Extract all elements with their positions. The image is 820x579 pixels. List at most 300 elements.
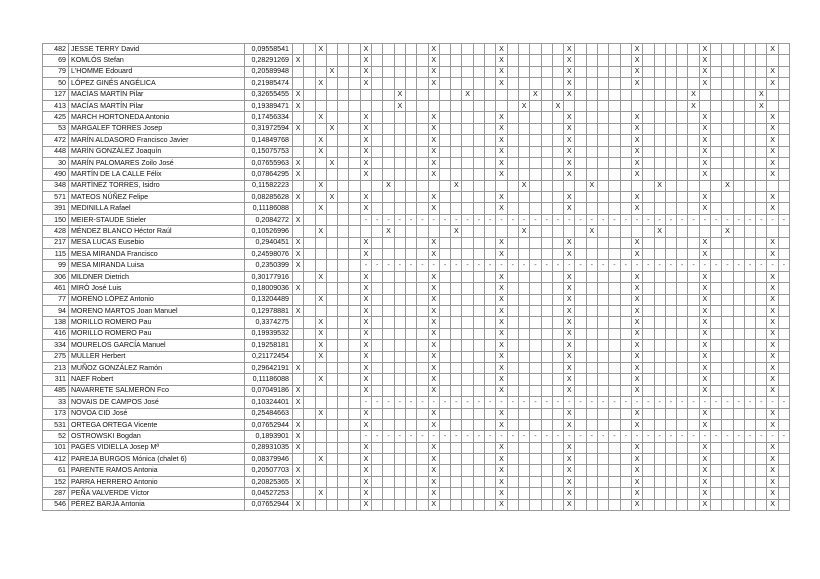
vote-cell [405, 100, 416, 111]
vote-cell [710, 192, 721, 203]
vote-cell [439, 305, 450, 316]
vote-cell [744, 55, 755, 66]
row-number: 52 [43, 431, 69, 442]
vote-cell [756, 283, 767, 294]
vote-cell [778, 454, 789, 465]
vote-mark: X [722, 180, 733, 191]
vote-cell [575, 135, 586, 146]
owner-name: MORENO LÓPEZ Antonio [69, 294, 245, 305]
vote-mark: X [428, 271, 439, 282]
vote-cell [394, 44, 405, 55]
vote-cell [462, 66, 473, 77]
vote-cell [326, 146, 337, 157]
vote-mark: X [326, 192, 337, 203]
vote-cell [304, 305, 315, 316]
vote-cell [338, 157, 349, 168]
absent-mark: - [744, 397, 755, 408]
vote-cell [326, 294, 337, 305]
absent-mark: - [428, 397, 439, 408]
vote-cell [315, 214, 326, 225]
vote-mark: X [496, 283, 507, 294]
vote-cell [575, 123, 586, 134]
vote-cell [518, 454, 529, 465]
vote-cell [518, 283, 529, 294]
vote-cell [518, 44, 529, 55]
vote-mark: X [360, 157, 371, 168]
table-row [43, 146, 790, 157]
vote-cell [326, 237, 337, 248]
vote-cell [507, 123, 518, 134]
vote-cell [485, 78, 496, 89]
vote-mark: X [315, 78, 326, 89]
vote-cell [722, 408, 733, 419]
vote-cell [394, 146, 405, 157]
vote-cell [552, 351, 563, 362]
vote-mark: X [767, 340, 778, 351]
vote-cell [733, 237, 744, 248]
vote-mark: X [699, 442, 710, 453]
vote-cell [586, 100, 597, 111]
coefficient: 0,04527253 [245, 488, 293, 499]
absent-mark: - [722, 397, 733, 408]
vote-cell [518, 442, 529, 453]
vote-cell [473, 192, 484, 203]
vote-cell [338, 442, 349, 453]
vote-cell [417, 408, 428, 419]
table-row [43, 135, 790, 146]
vote-cell [507, 100, 518, 111]
vote-cell [507, 135, 518, 146]
vote-mark: X [699, 362, 710, 373]
row-number: 311 [43, 374, 69, 385]
vote-mark: X [631, 44, 642, 55]
vote-mark: X [767, 66, 778, 77]
vote-cell [643, 44, 654, 55]
vote-mark: X [631, 499, 642, 510]
vote-cell [609, 328, 620, 339]
vote-mark: X [564, 237, 575, 248]
vote-mark: X [767, 44, 778, 55]
vote-cell [394, 169, 405, 180]
vote-cell [439, 169, 450, 180]
vote-mark: X [631, 362, 642, 373]
vote-cell [665, 203, 676, 214]
vote-cell [349, 328, 360, 339]
vote-cell [733, 157, 744, 168]
table-row [43, 89, 790, 100]
vote-cell [417, 351, 428, 362]
vote-mark: X [756, 100, 767, 111]
absent-mark: - [598, 431, 609, 442]
vote-cell [405, 226, 416, 237]
vote-cell [439, 66, 450, 77]
owner-name: MIRÓ José Luis [69, 283, 245, 294]
vote-cell [451, 374, 462, 385]
absent-mark: - [496, 214, 507, 225]
table-row [43, 66, 790, 77]
vote-cell [338, 305, 349, 316]
vote-cell [485, 192, 496, 203]
absent-mark: - [688, 397, 699, 408]
vote-cell [383, 408, 394, 419]
vote-cell [439, 488, 450, 499]
coefficient: 0,07652944 [245, 419, 293, 430]
vote-cell [643, 100, 654, 111]
row-number: 571 [43, 192, 69, 203]
vote-cell [598, 442, 609, 453]
vote-cell [349, 237, 360, 248]
vote-cell [552, 44, 563, 55]
vote-cell [417, 294, 428, 305]
vote-cell [439, 157, 450, 168]
vote-cell [665, 112, 676, 123]
vote-cell [439, 135, 450, 146]
vote-cell [349, 362, 360, 373]
vote-cell [439, 419, 450, 430]
vote-cell [304, 203, 315, 214]
vote-cell [326, 55, 337, 66]
vote-cell [586, 66, 597, 77]
vote-cell [507, 44, 518, 55]
vote-cell [485, 237, 496, 248]
vote-cell [507, 226, 518, 237]
vote-mark: X [496, 169, 507, 180]
vote-cell [405, 89, 416, 100]
vote-cell [778, 271, 789, 282]
vote-cell [417, 237, 428, 248]
vote-cell [417, 317, 428, 328]
vote-cell [654, 328, 665, 339]
vote-cell [349, 100, 360, 111]
vote-cell [677, 385, 688, 396]
vote-cell [507, 305, 518, 316]
vote-mark: X [631, 203, 642, 214]
vote-cell [677, 237, 688, 248]
vote-cell [473, 499, 484, 510]
vote-cell [349, 157, 360, 168]
vote-cell [744, 328, 755, 339]
vote-mark: X [496, 271, 507, 282]
row-number: 275 [43, 351, 69, 362]
vote-cell [586, 340, 597, 351]
absent-mark: - [733, 431, 744, 442]
vote-cell [643, 419, 654, 430]
vote-cell [530, 454, 541, 465]
vote-cell [462, 385, 473, 396]
vote-cell [609, 146, 620, 157]
vote-cell [733, 419, 744, 430]
vote-cell [383, 465, 394, 476]
vote-cell [304, 123, 315, 134]
vote-cell [473, 100, 484, 111]
vote-cell [372, 454, 383, 465]
vote-mark: X [631, 66, 642, 77]
vote-cell [744, 192, 755, 203]
vote-cell [507, 454, 518, 465]
absent-mark: - [564, 214, 575, 225]
vote-cell [541, 169, 552, 180]
vote-cell [620, 283, 631, 294]
vote-cell [462, 317, 473, 328]
vote-cell [417, 100, 428, 111]
vote-cell [439, 283, 450, 294]
vote-mark: X [552, 100, 563, 111]
vote-cell [722, 465, 733, 476]
vote-cell [405, 249, 416, 260]
vote-cell [710, 66, 721, 77]
vote-cell [338, 249, 349, 260]
vote-cell [507, 362, 518, 373]
vote-cell [349, 283, 360, 294]
vote-cell [417, 192, 428, 203]
absent-mark: - [372, 214, 383, 225]
vote-cell [451, 146, 462, 157]
vote-mark: X [631, 55, 642, 66]
vote-cell [722, 78, 733, 89]
coefficient: 0,20589948 [245, 66, 293, 77]
coefficient: 0,29642191 [245, 362, 293, 373]
vote-cell [349, 271, 360, 282]
vote-cell [439, 408, 450, 419]
absent-mark: - [631, 431, 642, 442]
vote-cell [744, 112, 755, 123]
vote-mark: X [699, 237, 710, 248]
vote-cell [451, 271, 462, 282]
vote-cell [744, 317, 755, 328]
absent-mark: - [778, 214, 789, 225]
vote-cell [439, 112, 450, 123]
table-row [43, 488, 790, 499]
vote-cell [778, 55, 789, 66]
vote-mark: X [767, 305, 778, 316]
vote-cell [507, 249, 518, 260]
vote-cell [530, 180, 541, 191]
vote-cell [552, 294, 563, 305]
vote-cell [304, 488, 315, 499]
vote-cell [733, 55, 744, 66]
vote-cell [507, 340, 518, 351]
vote-cell [473, 180, 484, 191]
vote-cell [665, 55, 676, 66]
vote-cell [665, 192, 676, 203]
vote-cell [462, 192, 473, 203]
absent-mark: - [518, 260, 529, 271]
vote-cell [428, 89, 439, 100]
vote-cell [304, 397, 315, 408]
absent-mark: - [451, 431, 462, 442]
vote-cell [383, 44, 394, 55]
vote-cell [326, 169, 337, 180]
vote-mark: X [518, 226, 529, 237]
absent-mark: - [620, 397, 631, 408]
vote-mark: X [293, 169, 304, 180]
vote-cell [575, 283, 586, 294]
vote-cell [417, 340, 428, 351]
vote-cell [643, 78, 654, 89]
vote-mark: X [428, 146, 439, 157]
vote-cell [338, 419, 349, 430]
vote-cell [462, 78, 473, 89]
vote-cell [541, 362, 552, 373]
vote-cell [372, 237, 383, 248]
vote-cell [326, 385, 337, 396]
vote-cell [338, 89, 349, 100]
vote-mark: X [654, 226, 665, 237]
vote-cell [575, 340, 586, 351]
vote-cell [575, 442, 586, 453]
vote-mark: X [360, 271, 371, 282]
vote-mark: X [496, 78, 507, 89]
vote-cell [575, 89, 586, 100]
vote-cell [620, 203, 631, 214]
vote-cell [733, 488, 744, 499]
vote-cell [507, 419, 518, 430]
vote-cell [485, 169, 496, 180]
vote-mark: X [699, 351, 710, 362]
absent-mark: - [405, 431, 416, 442]
vote-cell [439, 271, 450, 282]
vote-cell [733, 408, 744, 419]
vote-cell [665, 44, 676, 55]
vote-cell [733, 385, 744, 396]
vote-cell [372, 317, 383, 328]
vote-mark: X [631, 340, 642, 351]
vote-cell [518, 123, 529, 134]
vote-mark: X [496, 454, 507, 465]
vote-mark: X [564, 271, 575, 282]
vote-cell [439, 44, 450, 55]
vote-cell [405, 317, 416, 328]
vote-mark: X [293, 123, 304, 134]
row-number: 416 [43, 328, 69, 339]
vote-cell [304, 44, 315, 55]
vote-cell [372, 44, 383, 55]
vote-cell [620, 317, 631, 328]
vote-mark: X [496, 55, 507, 66]
vote-cell [586, 89, 597, 100]
vote-mark: X [496, 317, 507, 328]
coefficient: 0,19258181 [245, 340, 293, 351]
vote-cell [654, 499, 665, 510]
vote-cell [338, 283, 349, 294]
vote-cell [609, 100, 620, 111]
vote-cell [744, 340, 755, 351]
vote-cell [315, 397, 326, 408]
vote-cell [654, 146, 665, 157]
vote-cell [699, 226, 710, 237]
absent-mark: - [383, 214, 394, 225]
vote-cell [326, 283, 337, 294]
vote-mark: X [767, 123, 778, 134]
vote-cell [541, 283, 552, 294]
vote-cell [575, 226, 586, 237]
table-row [43, 157, 790, 168]
owner-name: MESA LUCAS Eusebio [69, 237, 245, 248]
vote-cell [541, 317, 552, 328]
absent-mark: - [620, 431, 631, 442]
table-row [43, 340, 790, 351]
vote-cell [338, 100, 349, 111]
vote-cell [609, 340, 620, 351]
vote-cell [722, 317, 733, 328]
vote-cell [473, 157, 484, 168]
vote-cell [518, 294, 529, 305]
vote-cell [654, 476, 665, 487]
vote-cell [518, 157, 529, 168]
vote-mark: X [631, 283, 642, 294]
absent-mark: - [710, 214, 721, 225]
vote-mark: X [496, 146, 507, 157]
vote-cell [756, 488, 767, 499]
vote-cell [439, 465, 450, 476]
coefficient: 0,15075753 [245, 146, 293, 157]
vote-cell [462, 305, 473, 316]
vote-mark: X [360, 351, 371, 362]
vote-cell [372, 385, 383, 396]
vote-cell [338, 237, 349, 248]
vote-cell [552, 385, 563, 396]
vote-cell [710, 362, 721, 373]
vote-cell [394, 237, 405, 248]
vote-cell [417, 146, 428, 157]
vote-mark: X [428, 237, 439, 248]
vote-mark: X [767, 146, 778, 157]
vote-cell [756, 237, 767, 248]
vote-mark: X [767, 362, 778, 373]
vote-cell [609, 135, 620, 146]
vote-cell [744, 362, 755, 373]
vote-mark: X [428, 203, 439, 214]
vote-mark: X [767, 476, 778, 487]
vote-cell [710, 203, 721, 214]
vote-cell [383, 78, 394, 89]
absent-mark: - [586, 260, 597, 271]
vote-cell [620, 180, 631, 191]
vote-cell [654, 442, 665, 453]
row-number: 152 [43, 476, 69, 487]
vote-cell [710, 283, 721, 294]
vote-cell [315, 249, 326, 260]
vote-mark: X [315, 328, 326, 339]
vote-cell [518, 169, 529, 180]
row-number: 30 [43, 157, 69, 168]
absent-mark: - [575, 431, 586, 442]
vote-cell [485, 499, 496, 510]
absent-mark: - [643, 397, 654, 408]
row-number: 482 [43, 44, 69, 55]
vote-cell [451, 294, 462, 305]
vote-mark: X [496, 351, 507, 362]
vote-cell [733, 442, 744, 453]
vote-cell [778, 374, 789, 385]
vote-mark: X [756, 89, 767, 100]
vote-cell [518, 317, 529, 328]
vote-mark: X [564, 465, 575, 476]
vote-cell [394, 476, 405, 487]
vote-cell [439, 340, 450, 351]
vote-cell [756, 499, 767, 510]
vote-cell [688, 55, 699, 66]
vote-cell [598, 192, 609, 203]
vote-cell [620, 249, 631, 260]
vote-cell [304, 476, 315, 487]
vote-cell [315, 283, 326, 294]
vote-cell [767, 226, 778, 237]
vote-cell [778, 419, 789, 430]
vote-cell [631, 226, 642, 237]
row-number: 485 [43, 385, 69, 396]
vote-cell [530, 294, 541, 305]
